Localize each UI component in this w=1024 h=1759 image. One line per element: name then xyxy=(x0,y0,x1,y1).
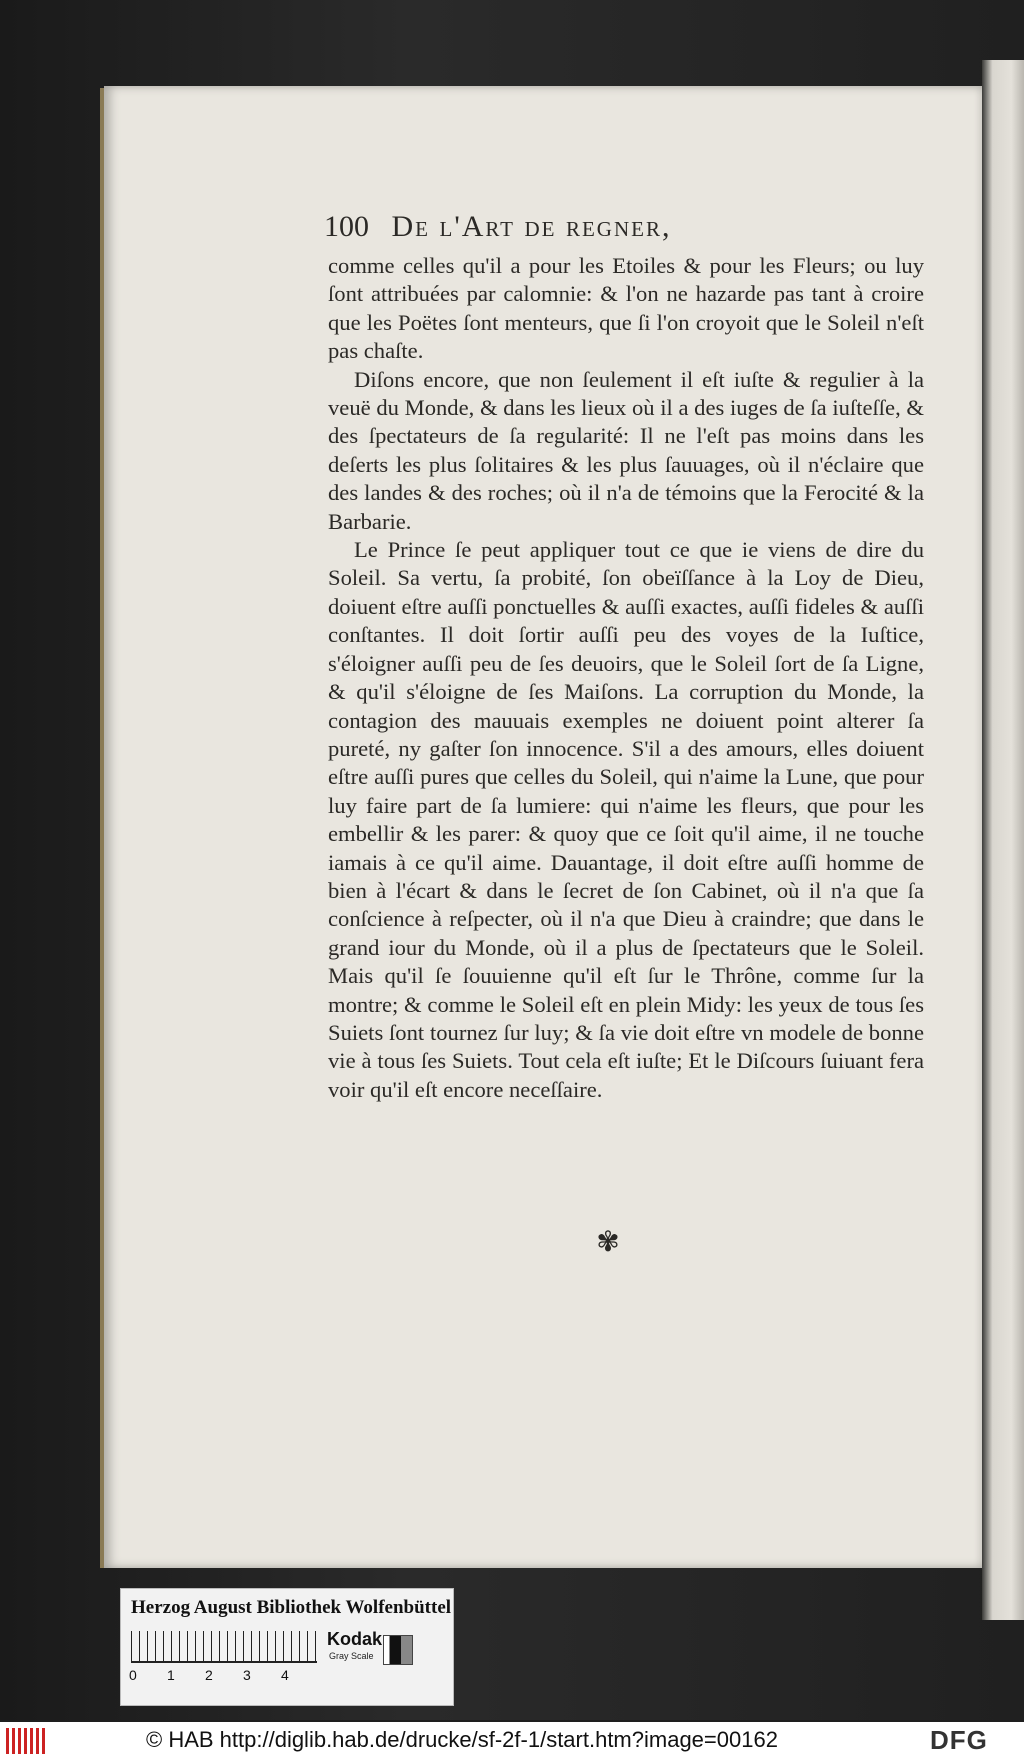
fleuron-icon: ✾ xyxy=(596,1225,620,1258)
scale-ticks xyxy=(129,1667,319,1689)
paragraph-1: comme celles qu'il a pour les Etoiles & pour les Fleurs; ou luy ſont attribuées par calomnie: & l'on ne hazarde pas tant à croire que les Poëtes ſont menteurs, que ſi l'on croyoit que le Soleil n'eſt pas chaſte. xyxy=(328,253,924,364)
hab-logo-icon xyxy=(6,1728,46,1754)
library-label-card xyxy=(120,1588,454,1706)
footer-credit-link[interactable]: © HAB http://diglib.hab.de/drucke/sf-2f-1/start.htm?image=00162 xyxy=(146,1727,778,1752)
page-number: 100 xyxy=(324,210,369,243)
scale-ruler xyxy=(131,1631,317,1663)
gray-scale-label: Gray Scale xyxy=(329,1651,374,1661)
adjacent-page-edge xyxy=(982,60,1024,1620)
page-header xyxy=(324,210,764,250)
scale-tick-label: 1 xyxy=(167,1667,175,1683)
kodak-brand: Kodak xyxy=(327,1629,383,1649)
paragraph-3: Le Prince ſe peut appliquer tout ce que ie viens de dire du Soleil. Sa vertu, ſa probité, ſon obeïſſance à la Loy de Dieu, doiuent eſtre auſſi ponctuelles & auſſi exactes, auſſi fideles & auſſi conſtantes. Il doit ſortir auſſi peu des voyes de la Iuſtice, s'éloigner auſſi peu de ſes deuoirs, que le Soleil ſort de ſa Ligne, & qu'il s'éloigne de ſes Maiſons. La corruption du Monde, la contagion des mauuais exemples ne doiuent point alterer ſa pureté, ny gaſter ſon innocence. S'il a des amours, elles doiuent eſtre auſſi pures que celles du Soleil, qui n'aime la Lune, que pour luy faire part de ſa lumiere: qui n'aime les fleurs, que pour les embellir & les parer: & quoy que ce ſoit qu'il aime, il ne touche iamais à ce qu'il aime. Dauantage, il doit eſtre auſſi homme de bien à l'écart & dans le ſecret de ſon Cabinet, où il n'a que ſa conſcience à reſpecter, où il n'a que Dieu à craindre; que dans le grand iour du Monde, où il a plus de ſpectateurs que le Soleil. Mais qu'il ſe ſouuienne qu'il eſt ſur le Thrône, comme ſur la montre; & comme le Soleil eſt en plein Midy: les yeux de tous ſes Suiets ſont tournez ſur luy; & ſa vie doit eſtre vn modele de bonne vie à tous ſes Suiets. Tout cela eſt iuſte; Et le Diſcours ſuiuant fera voir qu'il eſt encore neceſſaire. xyxy=(328,537,924,1102)
scale-tick-label: 3 xyxy=(243,1667,251,1683)
scale-tick-label: 2 xyxy=(205,1667,213,1683)
dfg-logo: DFG xyxy=(930,1725,988,1755)
library-name: Herzog August Bibliothek Wolfenbüttel xyxy=(131,1597,452,1618)
footer-bar xyxy=(0,1722,1024,1759)
gray-swatch-icon xyxy=(383,1635,413,1665)
paragraph-2: Diſons encore, que non ſeulement il eſt iuſte & regulier à la veuë du Monde, & dans les lieux où il a des iuges de ſa iuſteſſe, & des ſpectateurs de ſa regularité: Il ne l'eſt pas moins dans les deſerts les plus ſolitaires & les plus ſauuages, où il n'éclaire que des landes & des roches; où il n'a de témoins que la Ferocité & la Barbarie. xyxy=(328,366,924,534)
running-title: De l'Art de regner, xyxy=(391,210,672,243)
scale-tick-label: 0 xyxy=(129,1667,137,1683)
scale-tick-label: 4 xyxy=(281,1667,289,1683)
body-text xyxy=(328,252,924,1104)
